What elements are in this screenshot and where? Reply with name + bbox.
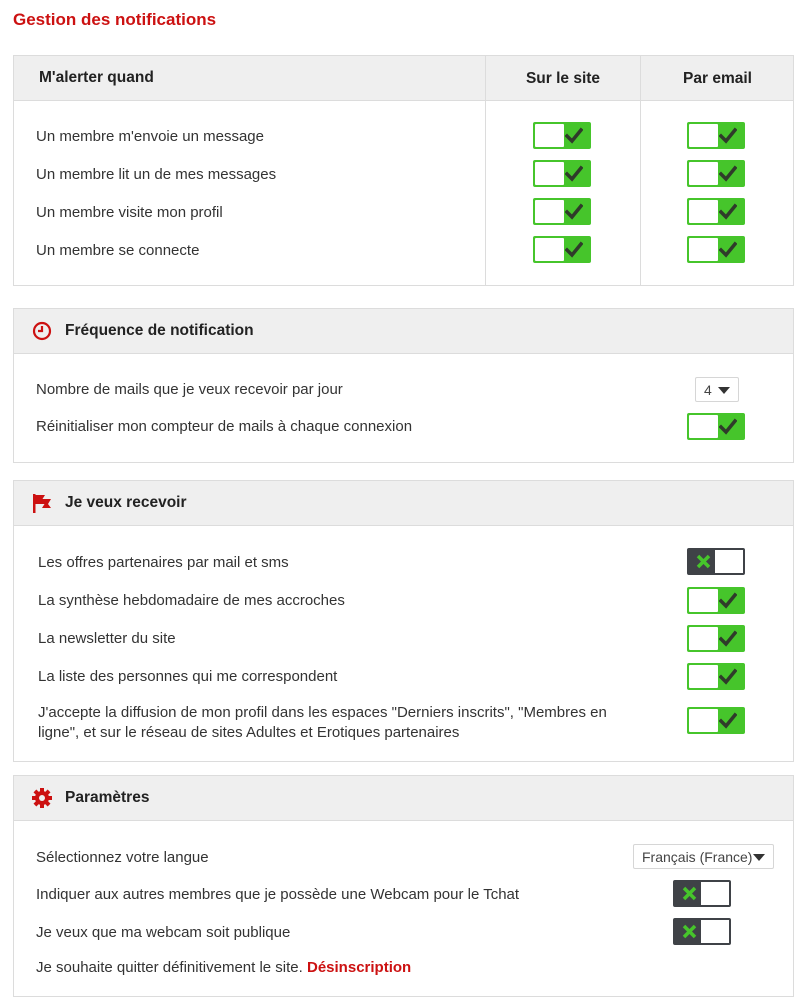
mails-per-day-select[interactable] bbox=[695, 377, 739, 402]
quit-row-content bbox=[36, 959, 411, 976]
toggle-partner-offers[interactable] bbox=[687, 548, 745, 575]
cross-icon bbox=[682, 886, 697, 905]
alert-row-label: Un membre visite mon profil bbox=[36, 204, 223, 221]
toggle-connect-email[interactable] bbox=[687, 236, 745, 263]
toggle-message-email[interactable] bbox=[687, 122, 745, 149]
public-webcam-label: Je veux que ma webcam soit publique bbox=[36, 924, 291, 941]
check-icon bbox=[565, 241, 583, 262]
settings-panel bbox=[13, 775, 794, 997]
toggle-read-site[interactable] bbox=[533, 160, 591, 187]
column-divider bbox=[485, 56, 486, 285]
toggle-weekly-summary[interactable] bbox=[687, 587, 745, 614]
settings-header bbox=[14, 776, 793, 821]
flag-icon bbox=[31, 492, 53, 514]
unsubscribe-link[interactable]: Désinscription bbox=[307, 959, 412, 976]
reset-counter-label: Réinitialiser mon compteur de mails à chaque connexion bbox=[36, 418, 413, 435]
toggle-connect-site[interactable] bbox=[533, 236, 591, 263]
alert-row-label: Un membre m'envoie un message bbox=[36, 128, 264, 145]
column-divider bbox=[640, 56, 641, 285]
settings-title: Paramètres bbox=[65, 789, 150, 806]
page-title: Gestion des notifications bbox=[13, 10, 217, 29]
chevron-down-icon bbox=[718, 387, 730, 394]
quit-text: Je souhaite quitter définitivement le site. bbox=[36, 959, 303, 976]
check-icon bbox=[719, 630, 737, 651]
receive-panel bbox=[13, 480, 794, 762]
language-label: Sélectionnez votre langue bbox=[36, 849, 209, 866]
toggle-reset-counter[interactable] bbox=[687, 413, 745, 440]
toggle-webcam[interactable] bbox=[673, 880, 731, 907]
frequency-title: Fréquence de notification bbox=[65, 322, 254, 339]
mails-per-day-value: 4 bbox=[704, 381, 712, 398]
receive-row-label-line2: ligne", et sur le réseau de sites Adultes et Erotiques partenaires bbox=[38, 724, 460, 741]
check-icon bbox=[719, 127, 737, 148]
receive-title: Je veux recevoir bbox=[65, 494, 187, 511]
receive-row bbox=[38, 703, 793, 743]
mails-per-day-label: Nombre de mails que je veux recevoir par jour bbox=[36, 381, 343, 398]
receive-row-label: La newsletter du site bbox=[38, 630, 176, 647]
check-icon bbox=[719, 165, 737, 186]
check-icon bbox=[719, 418, 737, 439]
toggle-matches-list[interactable] bbox=[687, 663, 745, 690]
clock-icon bbox=[31, 320, 53, 342]
check-icon bbox=[719, 241, 737, 262]
cross-icon bbox=[696, 554, 711, 573]
alert-row-label: Un membre lit un de mes messages bbox=[36, 166, 277, 183]
alerts-panel bbox=[13, 55, 794, 286]
gear-icon bbox=[31, 787, 53, 809]
toggle-public-webcam[interactable] bbox=[673, 918, 731, 945]
frequency-header bbox=[14, 309, 793, 354]
frequency-panel bbox=[13, 308, 794, 463]
alerts-header-site: Sur le site bbox=[525, 69, 601, 87]
alert-row-label: Un membre se connecte bbox=[36, 242, 200, 259]
check-icon bbox=[719, 712, 737, 733]
check-icon bbox=[565, 203, 583, 224]
receive-row-label: Les offres partenaires par mail et sms bbox=[38, 554, 289, 571]
check-icon bbox=[719, 592, 737, 613]
cross-icon bbox=[682, 924, 697, 943]
receive-row-label: La synthèse hebdomadaire de mes accroches bbox=[38, 592, 345, 609]
check-icon bbox=[565, 165, 583, 186]
receive-row-label: La liste des personnes qui me correspondent bbox=[38, 668, 338, 685]
check-icon bbox=[565, 127, 583, 148]
check-icon bbox=[719, 203, 737, 224]
toggle-newsletter[interactable] bbox=[687, 625, 745, 652]
toggle-visit-site[interactable] bbox=[533, 198, 591, 225]
alerts-header-event: M'alerter quand bbox=[39, 69, 154, 86]
alerts-header-email: Par email bbox=[683, 69, 752, 87]
toggle-message-site[interactable] bbox=[533, 122, 591, 149]
receive-row-label-line1: J'accepte la diffusion de mon profil dans les espaces "Derniers inscrits", "Membres en bbox=[38, 704, 607, 721]
chevron-down-icon bbox=[753, 854, 765, 861]
language-value: Français (France) bbox=[642, 848, 753, 865]
receive-header bbox=[14, 481, 793, 526]
toggle-profile-diffusion[interactable] bbox=[687, 707, 745, 734]
toggle-visit-email[interactable] bbox=[687, 198, 745, 225]
language-select[interactable] bbox=[633, 844, 774, 869]
webcam-label: Indiquer aux autres membres que je possède une Webcam pour le Tchat bbox=[36, 886, 520, 903]
toggle-read-email[interactable] bbox=[687, 160, 745, 187]
check-icon bbox=[719, 668, 737, 689]
